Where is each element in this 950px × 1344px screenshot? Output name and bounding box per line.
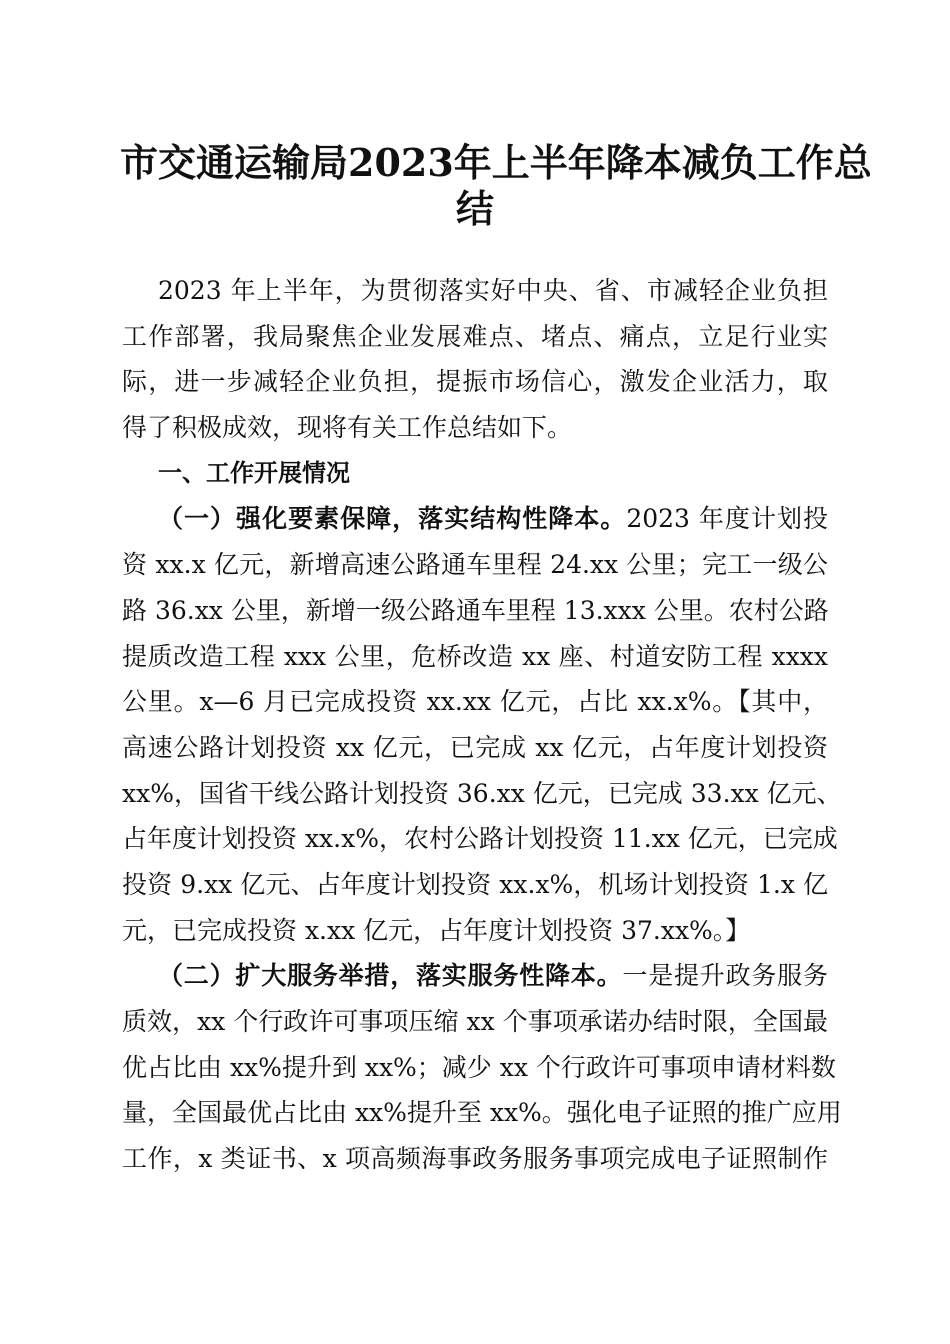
subsection-2-lead: （二）扩大服务举措，落实服务性降本。 [158,961,623,991]
document-title-line-1: 市交通运输局2023年上半年降本减负工作总 [120,140,872,185]
subsection-1-line: 投资 9.xx 亿元、占年度计划投资 xx.x%，机场计划投资 1.x 亿 [122,869,828,899]
section-heading: 一、工作开展情况 [158,458,350,487]
subsection-1-line: 路 36.xx 公里，新增一级公路通车里程 13.xxx 公里。农村公路 [122,595,829,625]
subsection-1-lead: （一）强化要素保障，落实结构性降本。 [158,504,627,534]
subsection-1-first-line [122,496,828,542]
document-title-line-2: 结 [455,186,494,231]
document-body [122,268,842,1182]
intro-line: 得了积极成效，现将有关工作总结如下。 [122,413,573,443]
subsection-1-line: 元，已完成投资 x.xx 亿元，占年度计划投资 37.xx%。】 [122,915,751,945]
subsection-1-line: 占年度计划投资 xx.x%，农村公路计划投资 11.xx 亿元，已完成 [122,824,838,854]
subsection-1-line: 高速公路计划投资 xx 亿元，已完成 xx 亿元，占年度计划投资 [122,732,828,762]
subsection-2-line: 工作，x 类证书、x 项高频海事政务服务事项完成电子证照制作 [122,1144,828,1174]
subsection-1-line: 提质改造工程 xxx 公里，危桥改造 xx 座、村道安防工程 xxxx [122,641,828,671]
subsection-2-first-line [122,953,828,999]
subsection-2-line: 优占比由 xx%提升到 xx%；减少 xx 个行政许可事项申请材料数 [122,1052,836,1082]
subsection-2-line: 质效，xx 个行政许可事项压缩 xx 个事项承诺办结时限，全国最 [122,1007,828,1036]
subsection-1-text: 2023 年度计划投 [626,504,828,534]
subsection-1-line: 资 xx.x 亿元，新增高速公路通车里程 24.xx 公里；完工一级公 [122,550,828,580]
intro-line: 2023 年上半年，为贯彻落实好中央、省、市减轻企业负担 [158,276,828,305]
intro-line: 际，进一步减轻企业负担，提振市场信心，激发企业活力，取 [122,367,828,397]
subsection-2-text: 一是提升政务服务 [622,961,828,991]
intro-line: 工作部署，我局聚焦企业发展难点、堵点、痛点，立足行业实 [122,321,828,351]
subsection-1-line: xx%，国省干线公路计划投资 36.xx 亿元，已完成 33.xx 亿元、 [122,778,842,808]
subsection-1-line: 公里。x—6 月已完成投资 xx.xx 亿元，占比 xx.x%。【其中， [122,687,828,717]
subsection-2-line: 量，全国最优占比由 xx%提升至 xx%。强化电子证照的推广应用 [122,1098,842,1128]
